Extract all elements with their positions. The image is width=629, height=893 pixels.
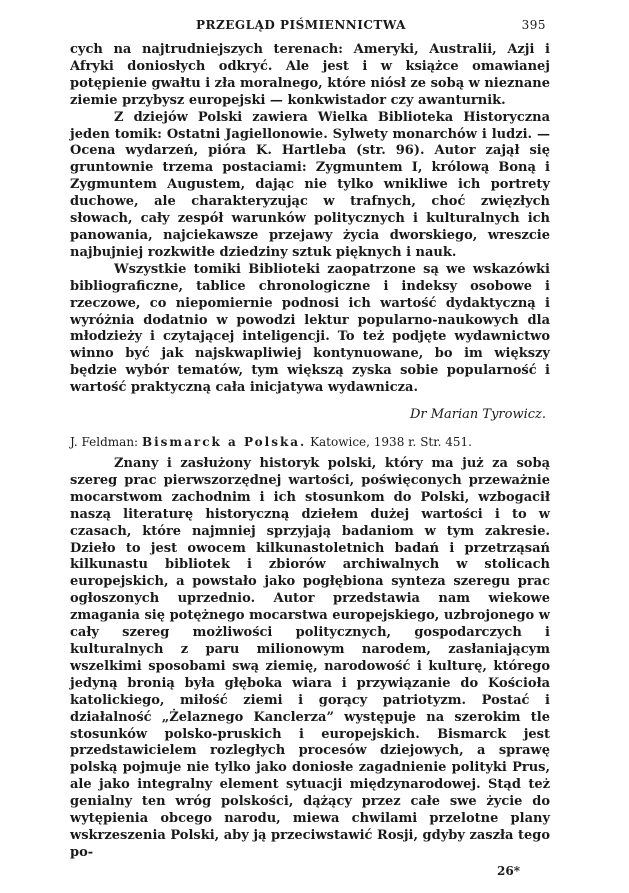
document-page bbox=[70, 14, 550, 878]
book-publication: Katowice, 1938 r. Str. 451. bbox=[310, 435, 472, 450]
running-header bbox=[70, 14, 550, 42]
first-review bbox=[70, 42, 550, 422]
paragraph: cych na najtrudniejszych terenach: Ameryki, Australii, Azji i Afryki doniosłych odkryć. Ale jest i w książce omawianej potępienie gwałtu i zła moralnego, które niósł ze sobą w nieznane ziemie przybysz europejski — konkwistador czy awanturnik. bbox=[70, 42, 550, 108]
review-citation bbox=[70, 434, 550, 450]
book-title: Bismarck a Polska. bbox=[141, 435, 307, 450]
page-number: 395 bbox=[521, 18, 546, 32]
book-author: J. Feldman: bbox=[70, 435, 139, 450]
paragraph: Znany i zasłużony historyk polski, który ma już za sobą szereg prac pierwszorzędnej wartości, poświęconych przeważnie mocarstwom zachodnim i ich stosunkom do Polski, wzbogacił naszą literaturę historyczną dziełem dużej wartości i to w czasach, które najmniej sprzyjają badaniom w tym zakresie. Dzieło to jest owocem kilkunastoletnich badań i przetrząsań kilkunastu bibliotek i zbiorów archiwalnych w stolicach europejskich, a powstało jako pogłębiona synteza szeregu prac ogłoszonych uprzednio. Autor przedstawia nam wiekowe zmagania się potężnego mocarstwa europejskiego, uzbrojonego w cały szereg możliwości politycznych, gospodarczych i kulturalnych z paru milionowym narodem, zasłaniającym wszelkimi sposobami swą ziemię, narodowość i kulturę, którego jedyną bronią była głęboka wiara i przywiązanie do Kościoła katolickiego, miłość ziemi i gorący patriotyzm. Postać i działalność „Żelaznego Kanclerza” występuje na szerokim tle stosunków polsko-pruskich i europejskich. Bismarck jest przedstawicielem rozległych procesów dziejowych, a sprawę polską pojmuje nie tylko jako doniosłe zagadnienie polityki Prus, ale jako integralny element sytuacji międzynarodowej. Stąd też genialny ten wróg polskości, dążący przez całe swe życie do wytępienia obcego narodu, miewa chwilami przelotne plany wskrzeszenia Polski, aby ją przeciwstawić Rosji, gdyby zaszła tego po- bbox=[70, 456, 550, 860]
printer-sheet-mark: 26* bbox=[497, 863, 520, 878]
paragraph: Wszystkie tomiki Biblioteki zaopatrzone są we wskazówki bibliograficzne, tablice chronologiczne i indeksy osobowe i rzeczowe, co niepomiernie podnosi ich wartość dydaktyczną i wyróżnia dodatnio w powodzi lektur popularno-naukowych dla młodzieży i czytającej inteligencji. To też podjęte wydawnictwo winno być jak najskwapliwiej kontynuowane, bo im większy będzie wybór tematów, tym większą zyska sobie popularność i wartość praktyczną cała inicjatywa wydawnicza. bbox=[70, 261, 550, 396]
reviewer-signature: Dr Marian Tyrowicz. bbox=[409, 407, 546, 423]
second-review bbox=[70, 456, 550, 878]
journal-section-title: PRZEGLĄD PIŚMIENNICTWA bbox=[196, 18, 406, 32]
paragraph: Z dziejów Polski zawiera Wielka Biblioteka Historyczna jeden tomik: Ostatni Jagiellonowie. Sylwety monarchów i ludzi. — Ocena wydarzeń, pióra K. Hartleba (str. 96). Autor zajął się gruntownie trzema postaciami: Zygmuntem I, królową Boną i Zygmuntem Augustem, dając nie tylko wnikliwe ich portrety duchowe, ale charakteryzując w trafnych, choć zwięzłych słowach, cały zespół warunków politycznych i kulturalnych ich panowania, najciekawsze przejawy życia dworskiego, wreszcie najbujniej rozkwitłe dziedziny sztuk pięknych i nauk. bbox=[70, 109, 550, 260]
